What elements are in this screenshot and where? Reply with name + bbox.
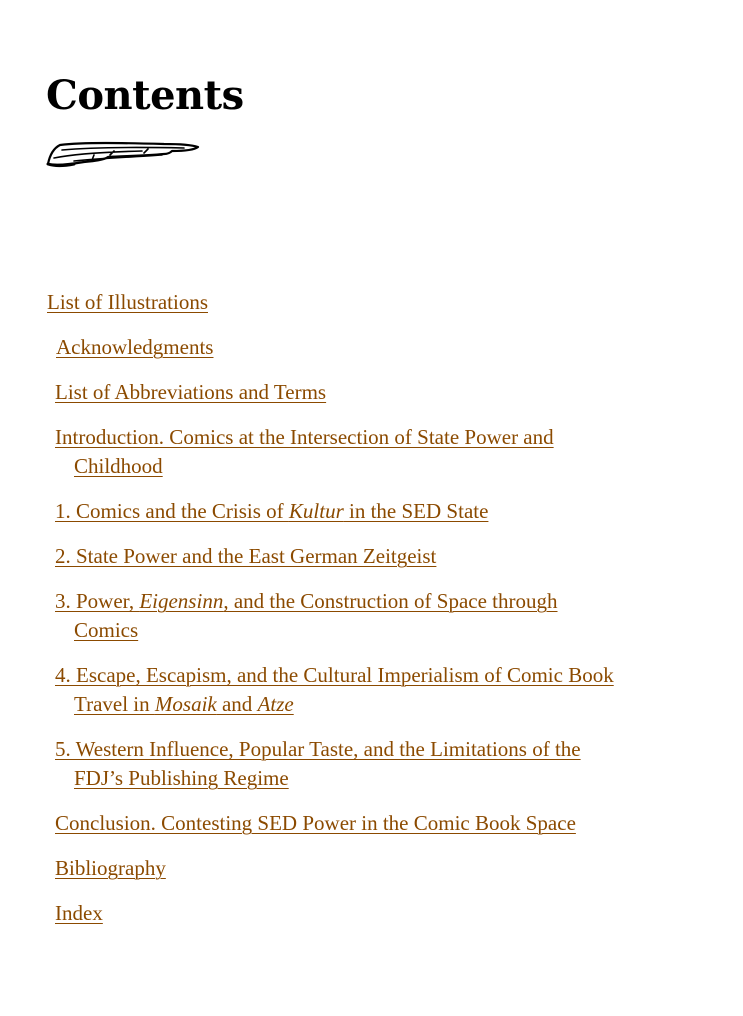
toc-label-line2 xyxy=(55,690,614,719)
toc-label: Conclusion. Contesting SED Power in the Comic Book Space xyxy=(55,811,576,835)
toc-link-list-of-illustrations[interactable] xyxy=(47,288,208,317)
toc-label-pre: 3. Power, xyxy=(55,589,140,613)
toc-label-post: , and the Construction of Space through xyxy=(223,589,558,613)
toc-link-chapter-1[interactable] xyxy=(55,497,488,526)
page-title: Contents xyxy=(46,72,244,119)
toc-label-line1: 4. Escape, Escapism, and the Cultural Imperialism of Comic Book xyxy=(55,663,614,687)
toc-label-post: in the SED State xyxy=(343,499,489,523)
toc-label-line2: Comics xyxy=(74,618,139,642)
toc-label-italic-mosaik: Mosaik xyxy=(154,692,217,716)
toc-link-abbreviations[interactable] xyxy=(55,378,326,407)
toc-link-chapter-4[interactable] xyxy=(55,661,614,719)
toc-label-line2: FDJ’s Publishing Regime xyxy=(74,766,289,790)
toc-label-line2: Childhood xyxy=(74,454,163,478)
toc-link-chapter-3[interactable] xyxy=(55,587,558,645)
toc-label-pre: 1. Comics and the Crisis of xyxy=(55,499,289,523)
toc-label: Index xyxy=(55,901,103,925)
toc-link-acknowledgments[interactable] xyxy=(56,333,213,362)
toc-link-conclusion[interactable] xyxy=(55,809,576,838)
toc-link-chapter-5[interactable] xyxy=(55,735,581,793)
toc-label-italic: Kultur xyxy=(288,499,344,523)
toc-label: List of Abbreviations and Terms xyxy=(55,380,327,404)
toc-label-line2-pre: Travel in xyxy=(74,692,155,716)
toc-label: Bibliography xyxy=(55,856,166,880)
toc-label-italic: Eigensinn xyxy=(139,589,224,613)
toc-label: 2. State Power and the East German Zeitgeist xyxy=(55,544,437,568)
toc-link-bibliography[interactable] xyxy=(55,854,166,883)
toc-label-line2-mid: and xyxy=(216,692,258,716)
toc-label-italic-atze: Atze xyxy=(257,692,294,716)
toc-link-introduction[interactable] xyxy=(55,423,554,481)
toc-label-line1: Introduction. Comics at the Intersection of State Power and xyxy=(55,425,554,449)
toc-label-line1: 5. Western Influence, Popular Taste, and the Limitations of the xyxy=(55,737,581,761)
toc-link-chapter-2[interactable] xyxy=(55,542,436,571)
toc-label: Acknowledgments xyxy=(56,335,214,359)
toc-link-index[interactable] xyxy=(55,899,103,928)
toc-label: List of Illustrations xyxy=(47,290,208,314)
